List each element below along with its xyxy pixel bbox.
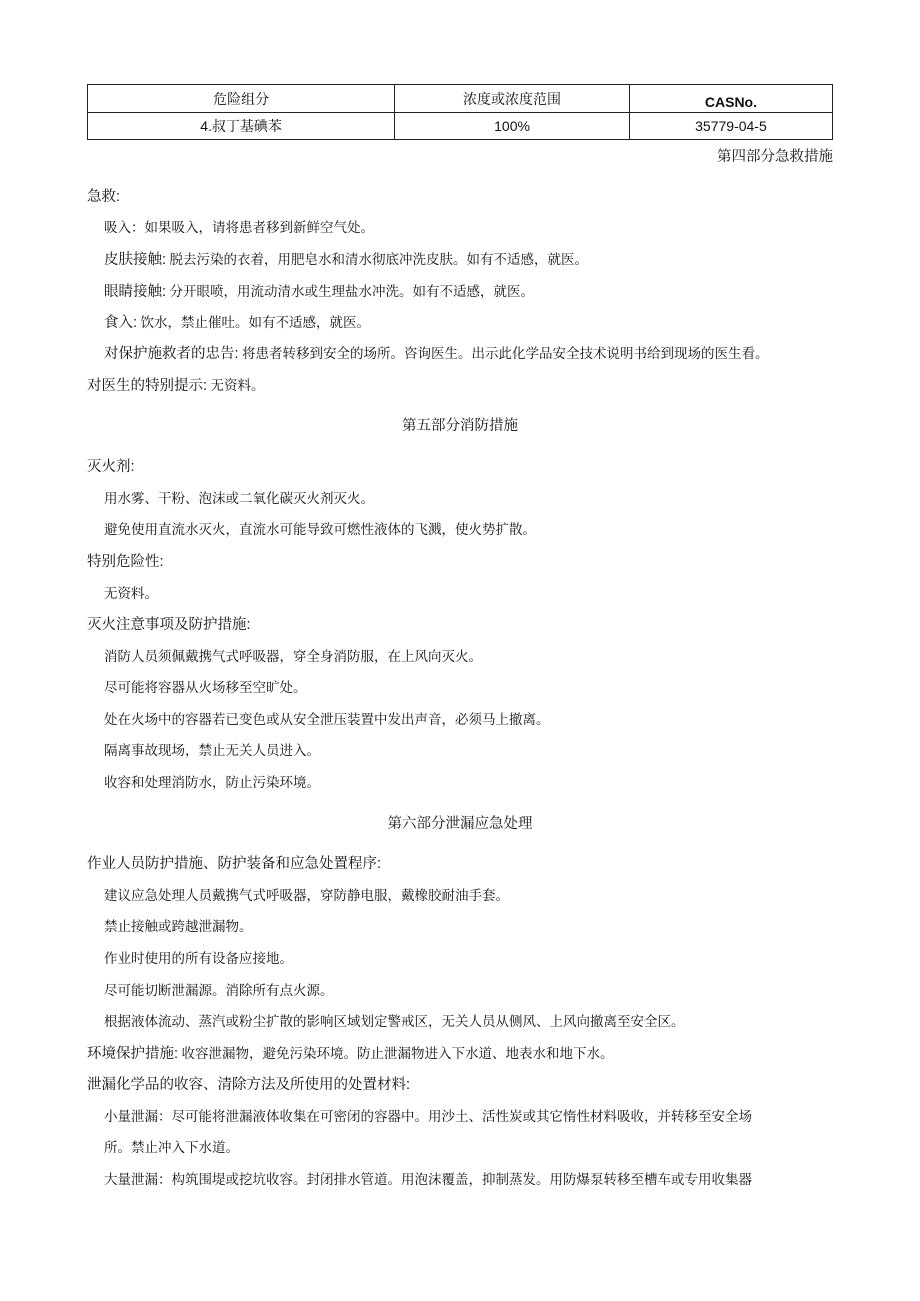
personnel-protection-text: 根据液体流动、蒸汽或粉尘扩散的影响区域划定警戒区，无关人员从侧风、上风向撤离至安全区。 <box>104 1014 685 1030</box>
eye-contact-text: 分开眼喷，用流动清水或生理盐水冲洗。如有不适感，就医。 <box>169 284 535 300</box>
firefighting-precaution-text: 尽可能将容器从火场移至空旷处。 <box>104 680 307 696</box>
extinguishing-agent-text: 避免使用直流水灭火，直流水可能导致可燃性液体的飞溅，使火势扩散。 <box>104 522 536 538</box>
firefighting-precaution-label: 灭火注意事项及防护措施: <box>87 617 251 633</box>
personnel-protection-text: 建议应急处理人员戴携气式呼吸器，穿防静电服，戴橡胶耐油手套。 <box>104 888 509 904</box>
table-header-cell: 浓度或浓度范围 <box>395 85 630 113</box>
eye-contact-line <box>104 282 534 303</box>
personnel-protection-label: 作业人员防护措施、防护装备和应急处置程序: <box>87 856 382 872</box>
special-hazard-label: 特别危险性: <box>87 554 164 570</box>
cas-header: CASNo. <box>704 93 758 110</box>
small-leak-text: 小量泄漏：尽可能将泄漏液体收集在可密闭的容器中。用沙土、活性炭或其它惰性材料吸收，并转移至安全场 <box>104 1109 752 1125</box>
skin-contact-line <box>104 250 588 271</box>
rescuer-advice-text: 将患者转移到安全的场所。咨询医生。出示此化学品安全技术说明书给到现场的医生看。 <box>242 346 769 362</box>
table-row <box>88 113 833 140</box>
firefighting-precaution-text: 处在火场中的容器若已变色或从安全泄压装置中发出声音，必须马上撤离。 <box>104 712 550 728</box>
table-header-cell: 危险组分 <box>88 85 395 113</box>
environmental-protection-text: 收容泄漏物，避免污染环境。防止泄漏物进入下水道、地表水和地下水。 <box>181 1046 614 1062</box>
firefighting-precaution-text: 隔离事故现场，禁止无关人员进入。 <box>104 743 320 759</box>
table-cell: 35779-04-5 <box>629 113 832 140</box>
extinguishing-agent-text: 用水雾、干粉、泡沫或二氧化碳灭火剂灭火。 <box>104 491 374 507</box>
first-aid-label: 急救: <box>87 189 121 205</box>
ingestion-label: 食入: <box>104 315 138 331</box>
small-leak-text: 所。禁止冲入下水道。 <box>104 1140 239 1156</box>
rescuer-advice-line <box>104 344 769 365</box>
environmental-protection-line <box>87 1044 614 1065</box>
extinguishing-agent-label: 灭火剂: <box>87 459 135 475</box>
large-leak-text: 大量泄漏：构筑围堤或挖坑收容。封闭排水管道。用泡沫覆盖，抑制蒸发。用防爆泵转移至槽车或专用收集器 <box>104 1172 752 1188</box>
firefighting-precaution-text: 收容和处理消防水，防止污染环境。 <box>104 775 320 791</box>
special-hazard-text: 无资料。 <box>104 586 158 602</box>
table-header-cell <box>629 85 832 113</box>
eye-contact-label: 眼睛接触: <box>104 284 167 300</box>
section4-title: 第四部分急救措施 <box>717 149 833 165</box>
firefighting-precaution-text: 消防人员须佩戴携气式呼吸器，穿全身消防服，在上风向灭火。 <box>104 649 482 665</box>
skin-contact-text: 脱去污染的衣着，用肥皂水和清水彻底冲洗皮肤。如有不适感，就医。 <box>169 252 589 268</box>
table-cell: 4.叔丁基碘苯 <box>88 113 395 140</box>
inhalation-text: 吸入：如果吸入，请将患者移到新鲜空气处。 <box>104 220 374 236</box>
ingestion-text: 饮水，禁止催吐。如有不适感，就医。 <box>140 315 371 331</box>
personnel-protection-text: 禁止接触或跨越泄漏物。 <box>104 919 253 935</box>
ingestion-line <box>104 313 370 334</box>
doctor-note-line <box>87 376 265 397</box>
table-cell: 100% <box>395 113 630 140</box>
environmental-protection-label: 环境保护措施: <box>87 1046 179 1062</box>
section5-title: 第五部分消防措施 <box>402 418 518 434</box>
doctor-note-label: 对医生的特别提示: <box>87 378 208 394</box>
composition-table <box>87 84 833 140</box>
skin-contact-label: 皮肤接触: <box>104 252 167 268</box>
doctor-note-text: 无资料。 <box>210 378 265 394</box>
rescuer-advice-label: 对保护施救者的忠告: <box>104 346 239 362</box>
section6-title: 第六部分泄漏应急处理 <box>387 816 533 832</box>
personnel-protection-text: 尽可能切断泄漏源。消除所有点火源。 <box>104 983 334 999</box>
table-header-row <box>88 85 833 113</box>
personnel-protection-text: 作业时使用的所有设备应接地。 <box>104 951 293 967</box>
cleanup-method-label: 泄漏化学品的收容、清除方法及所使用的处置材料: <box>87 1077 411 1093</box>
